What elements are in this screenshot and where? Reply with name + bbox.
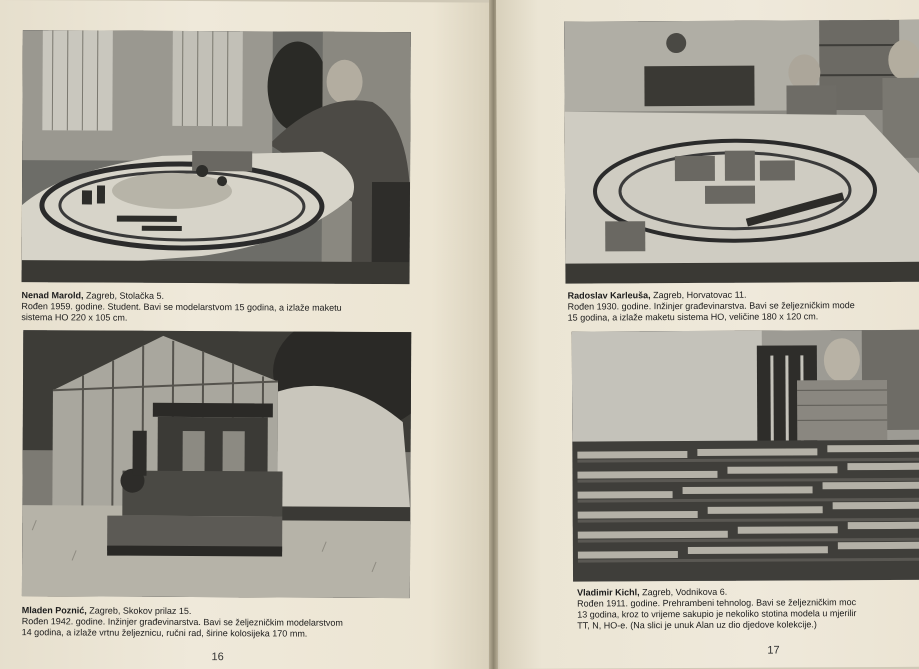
caption-line: 13 godina, kroz to vrijeme sakupio je nekoliko stotina modela u mjerilir xyxy=(577,608,857,620)
caption-line: Rođen 1930. godine. Inžinjer građevinarstva. Bavi se željezničkim mode xyxy=(567,300,855,312)
caption-kichl xyxy=(577,586,919,632)
person-address: Zagreb, Stolačka 5. xyxy=(83,290,165,301)
person-address: Zagreb, Vodnikova 6. xyxy=(639,586,728,598)
caption-line: Rođen 1911. godine. Prehrambeni tehnolog. Bavi se željezničkim moc xyxy=(577,597,857,609)
caption-line: 14 godina, a izlaže vrtnu željeznicu, ručni rad, širine kolosijeka 170 mm. xyxy=(21,627,308,639)
caption-line: 15 godina, a izlaže maketu sistema HO, veličine 180 x 120 cm. xyxy=(567,311,819,323)
person-name: Mladen Poznić, xyxy=(21,605,87,616)
photo-poznic-garden-locomotive xyxy=(22,330,411,598)
page-number: 16 xyxy=(211,651,224,664)
caption-line: Rođen 1959. godine. Student. Bavi se modelarstvom 15 godina, a izlaže maketu xyxy=(21,301,342,313)
caption-karleusa xyxy=(568,289,919,324)
person-address: Zagreb, Horvatovac 11. xyxy=(650,289,747,301)
person-name: Nenad Marold, xyxy=(21,290,84,301)
person-name: Vladimir Kichl, xyxy=(577,587,640,598)
photo-marold-layout xyxy=(22,30,411,284)
photo-karleusa-layout xyxy=(564,20,919,284)
caption-line: TT, N, HO-e. (Na slici je unuk Alan uz dio djedove kolekcije.) xyxy=(577,619,817,631)
caption-line: sistema HO 220 x 105 cm. xyxy=(21,312,128,323)
person-address: Zagreb, Skokov prilaz 15. xyxy=(86,605,192,617)
caption-poznic xyxy=(22,605,422,640)
photo-kichl-collection xyxy=(572,330,919,582)
right-page xyxy=(496,0,919,669)
person-name: Radoslav Karleuša, xyxy=(567,290,651,301)
caption-marold xyxy=(21,290,416,325)
caption-line: Rođen 1942. godine. Inžinjer građevinarstva. Bavi se željezničkim modelarstvom xyxy=(21,616,343,628)
page-number: 17 xyxy=(767,644,780,657)
